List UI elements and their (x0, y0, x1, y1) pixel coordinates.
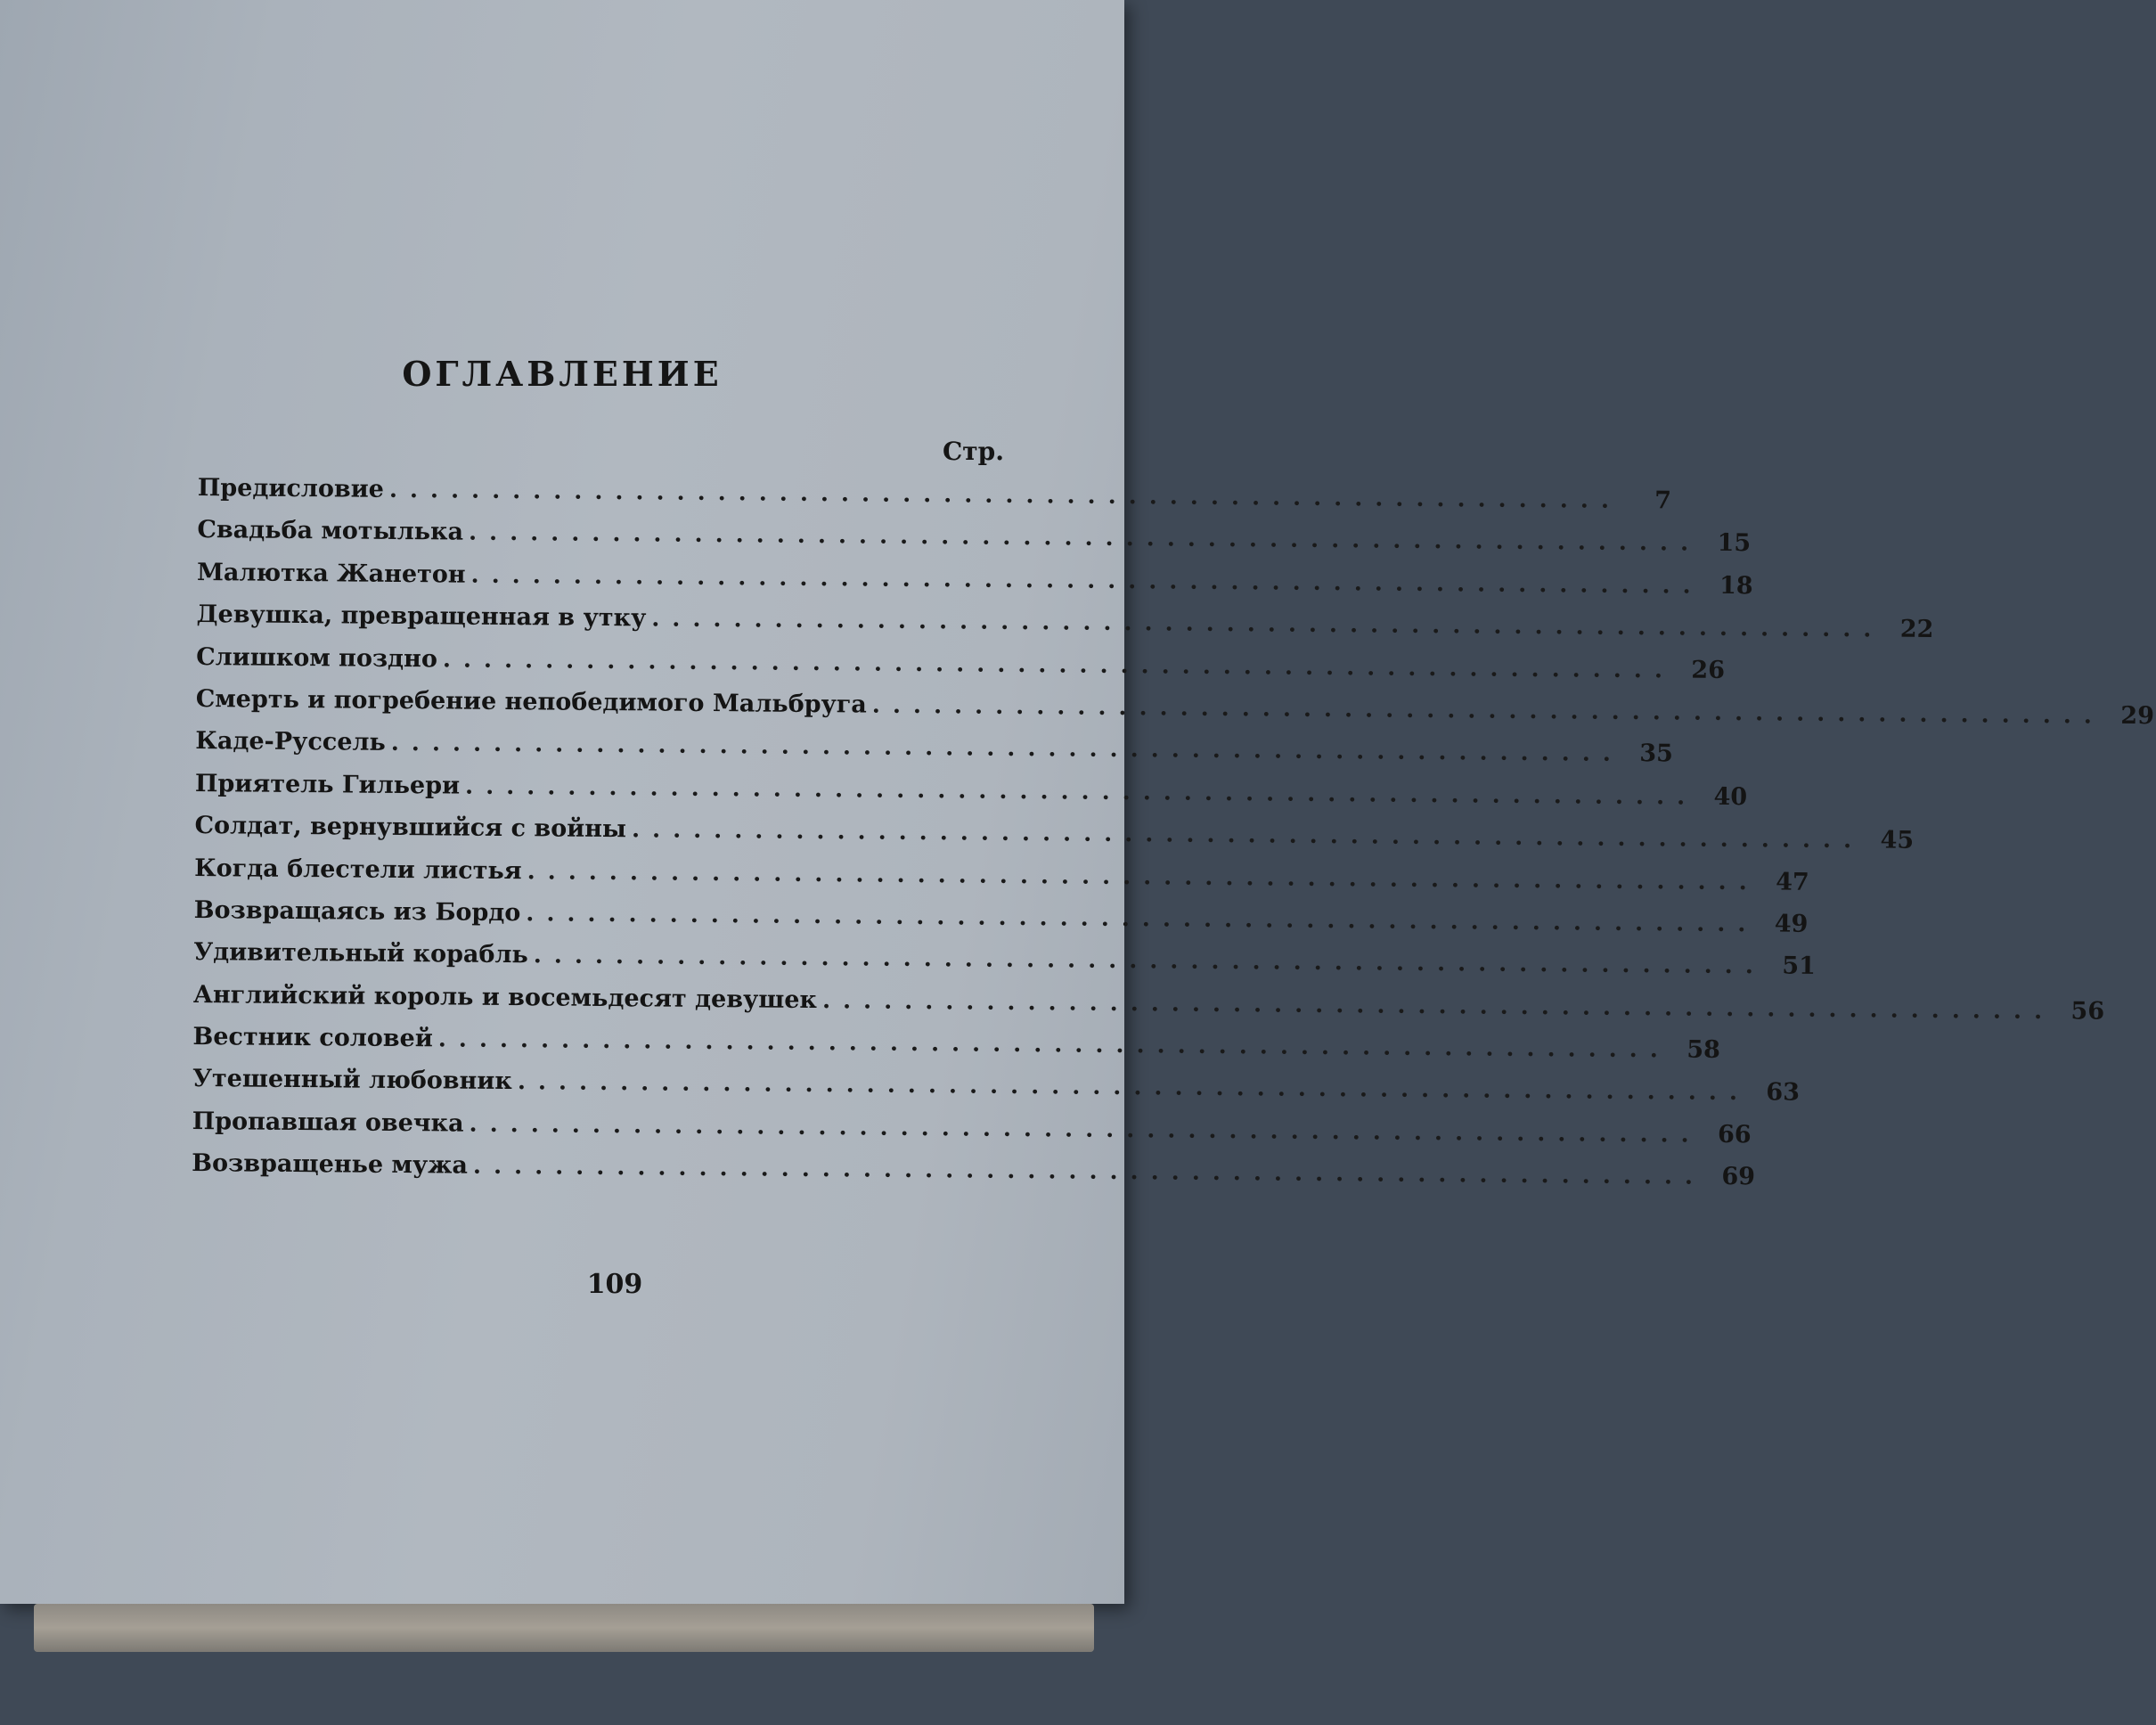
toc-entry (192, 1023, 1720, 1072)
toc-entry-title: Вестник соловей (192, 1023, 433, 1053)
toc-entry (194, 812, 1915, 861)
toc-entry-page: 63 (1766, 1078, 1801, 1108)
toc-entry-page: 18 (1719, 571, 1753, 601)
toc-entry (197, 474, 1672, 523)
toc-entry-page: 22 (1899, 615, 1934, 644)
dot-leader: ............................................................ (871, 691, 2105, 730)
page-edges (34, 1604, 1094, 1652)
dot-leader: ............................................................ (527, 857, 1760, 895)
toc-entry (194, 854, 1809, 903)
toc-entry-title: Утешенный любовник (192, 1065, 513, 1096)
toc-entry-title: Английский король и восемьдесят девушек (192, 980, 818, 1014)
dot-leader: ............................................................ (526, 900, 1759, 938)
toc-entry-page: 26 (1691, 656, 1726, 684)
dot-leader: ............................................................ (472, 1152, 1706, 1191)
toc-entry-page: 35 (1639, 740, 1674, 768)
toc-entry-page: 40 (1713, 782, 1748, 811)
toc-entry-page: 7 (1654, 486, 1672, 515)
toc-entry (195, 684, 2155, 734)
toc-entry (195, 727, 1674, 776)
toc-entry-page: 49 (1774, 910, 1809, 938)
dot-leader: ............................................................ (468, 519, 1702, 558)
toc-entry (192, 1107, 1752, 1157)
dot-leader: ............................................................ (651, 605, 1884, 643)
page-column-label: Стр. (943, 437, 1004, 466)
toc-entry (192, 980, 2105, 1030)
toc-entry (192, 1149, 1756, 1198)
toc-entry-page: 51 (1782, 952, 1816, 981)
dot-leader: ............................................................ (442, 645, 1676, 684)
dot-leader: ............................................................ (533, 942, 1766, 980)
page-number: 109 (586, 1269, 643, 1300)
dot-leader: ............................................................ (390, 730, 1624, 768)
toc-entry (192, 1065, 1801, 1114)
toc-entry-title: Возвращенье мужа (192, 1149, 469, 1180)
toc-entry-title: Смерть и погребение непобедимого Мальбруга (195, 684, 868, 719)
toc-entry-page: 66 (1717, 1120, 1752, 1149)
contents-heading: ОГЛАВЛЕНИЕ (402, 354, 723, 394)
dot-leader: ............................................................ (631, 816, 1865, 854)
toc-entry-page: 58 (1686, 1035, 1720, 1065)
toc-entry-page: 45 (1880, 826, 1915, 854)
toc-entry (196, 601, 1934, 650)
toc-entry (193, 895, 1809, 945)
toc-entry (196, 558, 1753, 608)
toc-entry-title: Солдат, вернувшийся с войны (194, 812, 627, 844)
toc-entry-page: 29 (2120, 701, 2155, 731)
dot-leader: ............................................................ (388, 476, 1622, 514)
dot-leader: ............................................................ (470, 561, 1703, 600)
toc-entry-page: 56 (2070, 997, 2105, 1026)
toc-entry-title: Когда блестели листья (194, 854, 522, 885)
toc-entry (194, 769, 1748, 819)
toc-entry-title: Каде-Руссель (195, 727, 386, 757)
toc-entry (193, 938, 1816, 987)
toc-entry (197, 516, 1752, 565)
toc-entry-title: Слишком поздно (196, 642, 438, 673)
toc-entry-page: 47 (1776, 867, 1809, 896)
toc-entry-page: 15 (1717, 529, 1752, 558)
toc-entry-title: Свадьба мотылька (197, 516, 464, 546)
table-of-contents (192, 474, 2155, 1199)
toc-entry (196, 642, 1726, 692)
toc-entry-title: Малютка Жанетон (196, 558, 466, 589)
toc-entry-title: Возвращаясь из Бордо (193, 895, 521, 928)
toc-entry-title: Удивительный корабль (193, 938, 528, 969)
dot-leader: ............................................................ (469, 1110, 1702, 1149)
toc-entry-title: Девушка, превращенная в утку (196, 601, 647, 633)
toc-entry-title: Пропавшая овечка (192, 1107, 464, 1138)
dot-leader: ............................................................ (464, 773, 1698, 811)
toc-entry-page: 69 (1721, 1163, 1756, 1191)
dot-leader: ............................................................ (517, 1068, 1751, 1107)
toc-entry-title: Приятель Гильери (194, 769, 461, 800)
dot-leader: ............................................................ (437, 1026, 1670, 1064)
dot-leader: ............................................................ (821, 986, 2055, 1025)
toc-entry-title: Предисловие (197, 474, 385, 503)
